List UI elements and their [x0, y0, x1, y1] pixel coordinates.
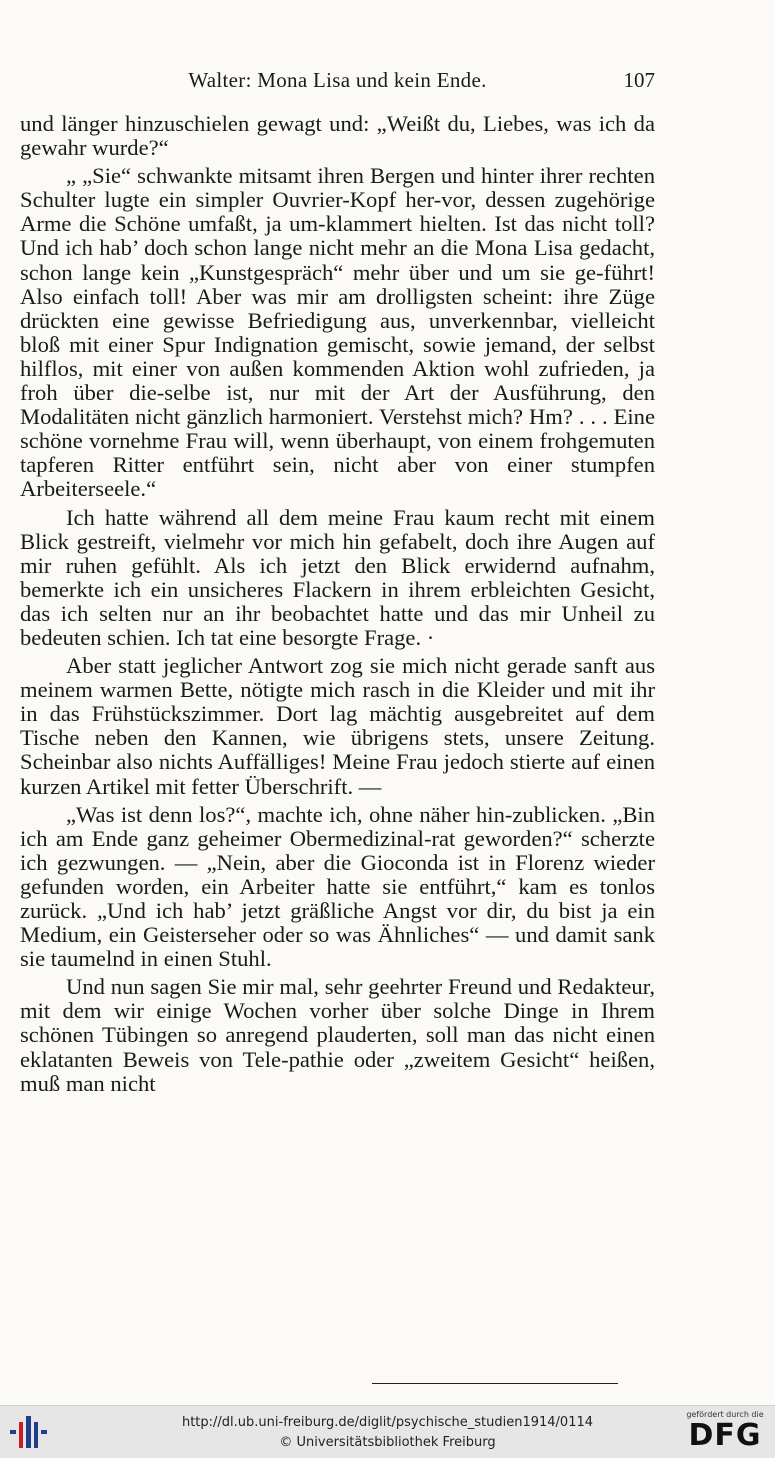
dfg-tagline: gefördert durch die — [686, 1410, 764, 1419]
dfg-logo — [685, 1410, 765, 1456]
page-header — [20, 68, 655, 98]
paragraph: Und nun sagen Sie mir mal, sehr geehrter Freund und Redakteur, mit dem wir einige Wochen vorher über solche Dinge in Ihrem schönen Tübingen so anregend plauderten, soll man das nicht einen eklatanten Beweis von Tele-pathie oder „zweitem Gesicht“ heißen, muß man nicht — [20, 974, 655, 1096]
copyright-notice: © Universitätsbibliothek Freiburg — [279, 1435, 496, 1450]
paragraph: Ich hatte während all dem meine Frau kaum recht mit einem Blick gestreift, vielmehr vor mich hin gefabelt, doch ihre Augen auf mir ruhen gefühlt. Als ich jetzt den Blick erwidernd aufnahm, bemerkte ich ein unsicheres Flackern in ihrem erbleichten Gesicht, das ich selten nur an ihr beobachtet hatte und das mir Unheil zu bedeuten schien. Ich tat eine besorgte Frage. · — [20, 504, 655, 650]
dfg-logo-text: DFG — [688, 1418, 762, 1453]
footnote-rule — [372, 1383, 618, 1384]
body-text — [20, 112, 655, 1100]
viewer-footer — [0, 1405, 775, 1458]
permalink-url[interactable]: http://dl.ub.uni-freiburg.de/diglit/psychische_studien1914/0114 — [181, 1415, 594, 1430]
paragraph: und länger hinzuschielen gewagt und: „Weißt du, Liebes, was ich da gewahr wurde?“ — [20, 111, 655, 161]
paragraph: Aber statt jeglicher Antwort zog sie mich nicht gerade sanft aus meinem warmen Bette, nötigte mich rasch in die Kleider und mit ihr in das Frühstückszimmer. Dort lag mächtig ausgebreitet auf dem Tische neben den Kannen, wie übrigens stets, unsere Zeitung. Scheinbar also nichts Auffälliges! Meine Frau jedoch stierte auf einen kurzen Artikel mit fetter Überschrift. — — [20, 653, 655, 799]
paragraph: „ „Sie“ schwankte mitsamt ihren Bergen und hinter ihrer rechten Schulter lugte ein simpler Ouvrier-Kopf her-vor, dessen zugehörige Arme die Schöne umfaßt, ja um-klammert hielten. Ist das nicht toll? Und ich hab’ doch schon lange nicht mehr an die Mona Lisa gedacht, schon lange kein „Kunstgespräch“ mehr über und um sie ge-führt! Also einfach toll! Aber was mir am drolligsten scheint: ihre Züge drückten eine gewisse Befriedigung aus, unverkennbar, vielleicht bloß mit einer Spur Indignation gemischt, sowie jemand, der selbst hilflos, mit einer von außen kommenden Aktion wohl zufrieden, ja froh über die-selbe ist, nur mit der Art der Ausführung, den Modalitäten nicht gänzlich harmoniert. Verstehst mich? Hm? . . . Eine schöne vornehme Frau will, wenn überhaupt, von einem frohgemuten tapferen Ritter entführt sein, nicht aber von einer stumpfen Arbeiterseele.“ — [20, 163, 655, 502]
page-number: 107 — [623, 68, 655, 92]
paragraph: „Was ist denn los?“, machte ich, ohne näher hin-zublicken. „Bin ich am Ende ganz geheimer Obermedizinal-rat geworden?“ scherzte ich gezwungen. — „Nein, aber die Gioconda ist in Florenz wieder gefunden worden, ein Arbeiter hatte sie entführt,“ kam es tonlos zurück. „Und ich hab’ jetzt gräßliche Angst vor dir, du bist ja ein Medium, ein Geisterseher oder so was Ähnliches“ — und damit sank sie taumelnd in einen Stuhl. — [20, 801, 655, 972]
running-head: Walter: Mona Lisa und kein Ende. — [188, 68, 487, 92]
